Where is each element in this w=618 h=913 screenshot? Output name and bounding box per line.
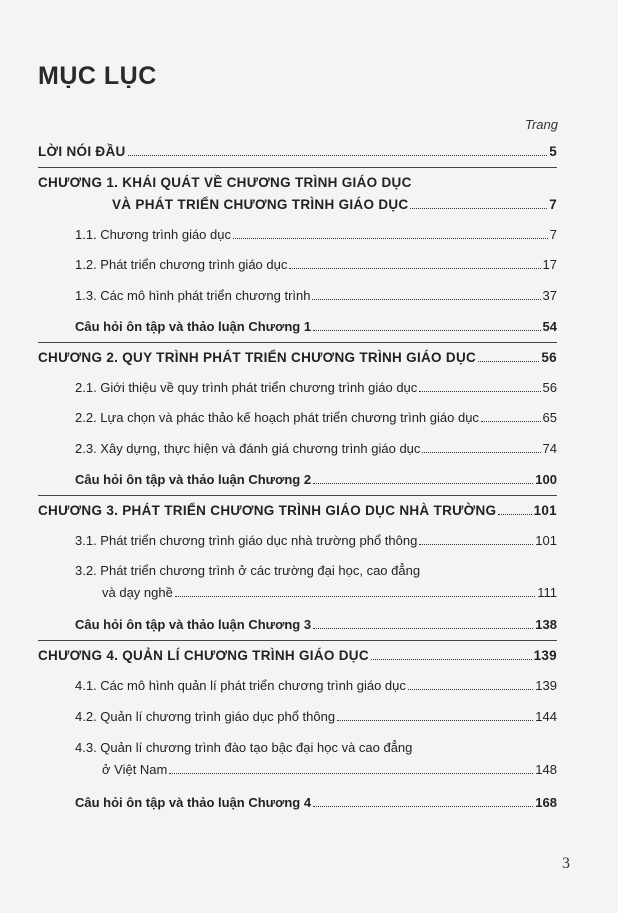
dot-leader xyxy=(498,504,531,515)
page-number: 3 xyxy=(562,855,570,872)
divider xyxy=(38,342,557,343)
toc-entry-questions-4 xyxy=(75,795,557,810)
toc-entry-section-3-1 xyxy=(75,533,557,548)
toc-entry-page: 65 xyxy=(542,410,557,425)
toc-entry-label: Câu hỏi ôn tập và thảo luận Chương 1 xyxy=(75,319,312,334)
toc-entry-label: 1.2. Phát triển chương trình giáo dục xyxy=(75,257,288,272)
toc-entry-page: 101 xyxy=(533,503,557,518)
toc-entry-label: VÀ PHÁT TRIỂN CHƯƠNG TRÌNH GIÁO DỤC xyxy=(112,197,409,212)
dot-leader xyxy=(289,258,540,269)
toc-entry-section-1-3 xyxy=(75,288,557,303)
dot-leader xyxy=(410,198,547,209)
toc-entry-page: 111 xyxy=(537,585,557,600)
dot-leader xyxy=(408,679,533,690)
toc-entry-label: 3.1. Phát triển chương trình giáo dục nhà trường phổ thông xyxy=(75,533,418,548)
dot-leader xyxy=(371,649,532,660)
dot-leader xyxy=(419,534,533,545)
toc-entry-questions-1 xyxy=(75,319,557,334)
dot-leader xyxy=(313,320,540,331)
toc-entry-label: CHƯƠNG 3. PHÁT TRIỂN CHƯƠNG TRÌNH GIÁO DỤC NHÀ TRƯỜNG xyxy=(38,503,497,518)
toc-entry-section-4-2 xyxy=(75,709,557,724)
dot-leader xyxy=(233,228,548,239)
toc-entry-label: 4.1. Các mô hình quản lí phát triển chương trình giáo dục xyxy=(75,678,406,693)
dot-leader xyxy=(175,586,535,597)
toc-entry-label: và dạy nghề xyxy=(102,585,173,600)
toc-entry-page: 74 xyxy=(542,441,557,456)
toc-entry-label: Câu hỏi ôn tập và thảo luận Chương 2 xyxy=(75,472,312,487)
toc-entry-section-2-2 xyxy=(75,410,557,425)
toc-entry-label: 2.2. Lựa chọn và phác thảo kế hoạch phát triển chương trình giáo dục xyxy=(75,410,479,425)
toc-entry-page: 5 xyxy=(549,144,557,159)
toc-entry-label: 2.3. Xây dựng, thực hiện và đánh giá chương trình giáo dục xyxy=(75,441,421,456)
toc-entry-section-4-3 xyxy=(102,762,557,777)
toc-entry-page: 54 xyxy=(542,319,557,334)
dot-leader xyxy=(313,796,533,807)
toc-entry-section-4-1 xyxy=(75,678,557,693)
toc-entry-label: ở Việt Nam xyxy=(102,762,168,777)
dot-leader xyxy=(312,289,540,300)
toc-entry-chapter-3 xyxy=(38,503,557,518)
toc-entry-questions-2 xyxy=(75,472,557,487)
toc-entry-label: 1.3. Các mô hình phát triển chương trình xyxy=(75,288,311,303)
toc-entry-page: 100 xyxy=(535,472,557,487)
toc-entry-section-3-2 xyxy=(102,585,557,600)
section-4-3-title-line1: 4.3. Quản lí chương trình đào tạo bậc đại học và cao đẳng xyxy=(75,740,413,755)
dot-leader xyxy=(128,145,548,156)
toc-entry-chapter-1 xyxy=(112,197,557,212)
toc-entry-page: 56 xyxy=(541,350,557,365)
toc-entry-label: 4.2. Quản lí chương trình giáo dục phổ thông xyxy=(75,709,336,724)
page-column-label: Trang xyxy=(525,117,558,132)
toc-entry-label: 1.1. Chương trình giáo dục xyxy=(75,227,231,242)
toc-entry-page: 37 xyxy=(542,288,557,303)
toc-entry-chapter-4 xyxy=(38,648,557,663)
toc-entry-section-2-1 xyxy=(75,380,557,395)
divider xyxy=(38,495,557,496)
divider xyxy=(38,640,557,641)
toc-entry-section-1-1 xyxy=(75,227,557,242)
dot-leader xyxy=(478,351,539,362)
toc-entry-page: 7 xyxy=(549,227,557,242)
dot-leader xyxy=(419,381,540,392)
toc-entry-page: 17 xyxy=(542,257,557,272)
toc-entry-page: 139 xyxy=(535,678,557,693)
toc-entry-label: Câu hỏi ôn tập và thảo luận Chương 3 xyxy=(75,617,312,632)
toc-entry-preface xyxy=(38,144,557,159)
toc-entry-label: CHƯƠNG 4. QUẢN LÍ CHƯƠNG TRÌNH GIÁO DỤC xyxy=(38,648,369,663)
toc-entry-label: 2.1. Giới thiệu về quy trình phát triển chương trình giáo dục xyxy=(75,380,418,395)
toc-entry-page: 144 xyxy=(535,709,557,724)
dot-leader xyxy=(313,473,533,484)
dot-leader xyxy=(422,442,540,453)
toc-entry-page: 56 xyxy=(542,380,557,395)
toc-entry-questions-3 xyxy=(75,617,557,632)
toc-entry-chapter-2 xyxy=(38,350,557,365)
dot-leader xyxy=(313,618,533,629)
toc-entry-page: 139 xyxy=(533,648,557,663)
toc-entry-label: CHƯƠNG 2. QUY TRÌNH PHÁT TRIỂN CHƯƠNG TRÌNH GIÁO DỤC xyxy=(38,350,477,365)
dot-leader xyxy=(169,763,533,774)
toc-entry-page: 168 xyxy=(535,795,557,810)
toc-entry-page: 101 xyxy=(535,533,557,548)
toc-entry-page: 7 xyxy=(549,197,557,212)
toc-entry-page: 148 xyxy=(535,762,557,777)
dot-leader xyxy=(337,710,533,721)
toc-entry-section-2-3 xyxy=(75,441,557,456)
page-title: MỤC LỤC xyxy=(38,62,157,90)
toc-entry-section-1-2 xyxy=(75,257,557,272)
toc-entry-label: Câu hỏi ôn tập và thảo luận Chương 4 xyxy=(75,795,312,810)
chapter-1-title-line1: CHƯƠNG 1. KHÁI QUÁT VỀ CHƯƠNG TRÌNH GIÁO DỤC xyxy=(38,175,412,190)
toc-entry-page: 138 xyxy=(535,617,557,632)
dot-leader xyxy=(481,411,541,422)
section-3-2-title-line1: 3.2. Phát triển chương trình ở các trường đại học, cao đẳng xyxy=(75,563,421,578)
toc-entry-label: LỜI NÓI ĐẦU xyxy=(38,144,126,159)
divider xyxy=(38,167,557,168)
